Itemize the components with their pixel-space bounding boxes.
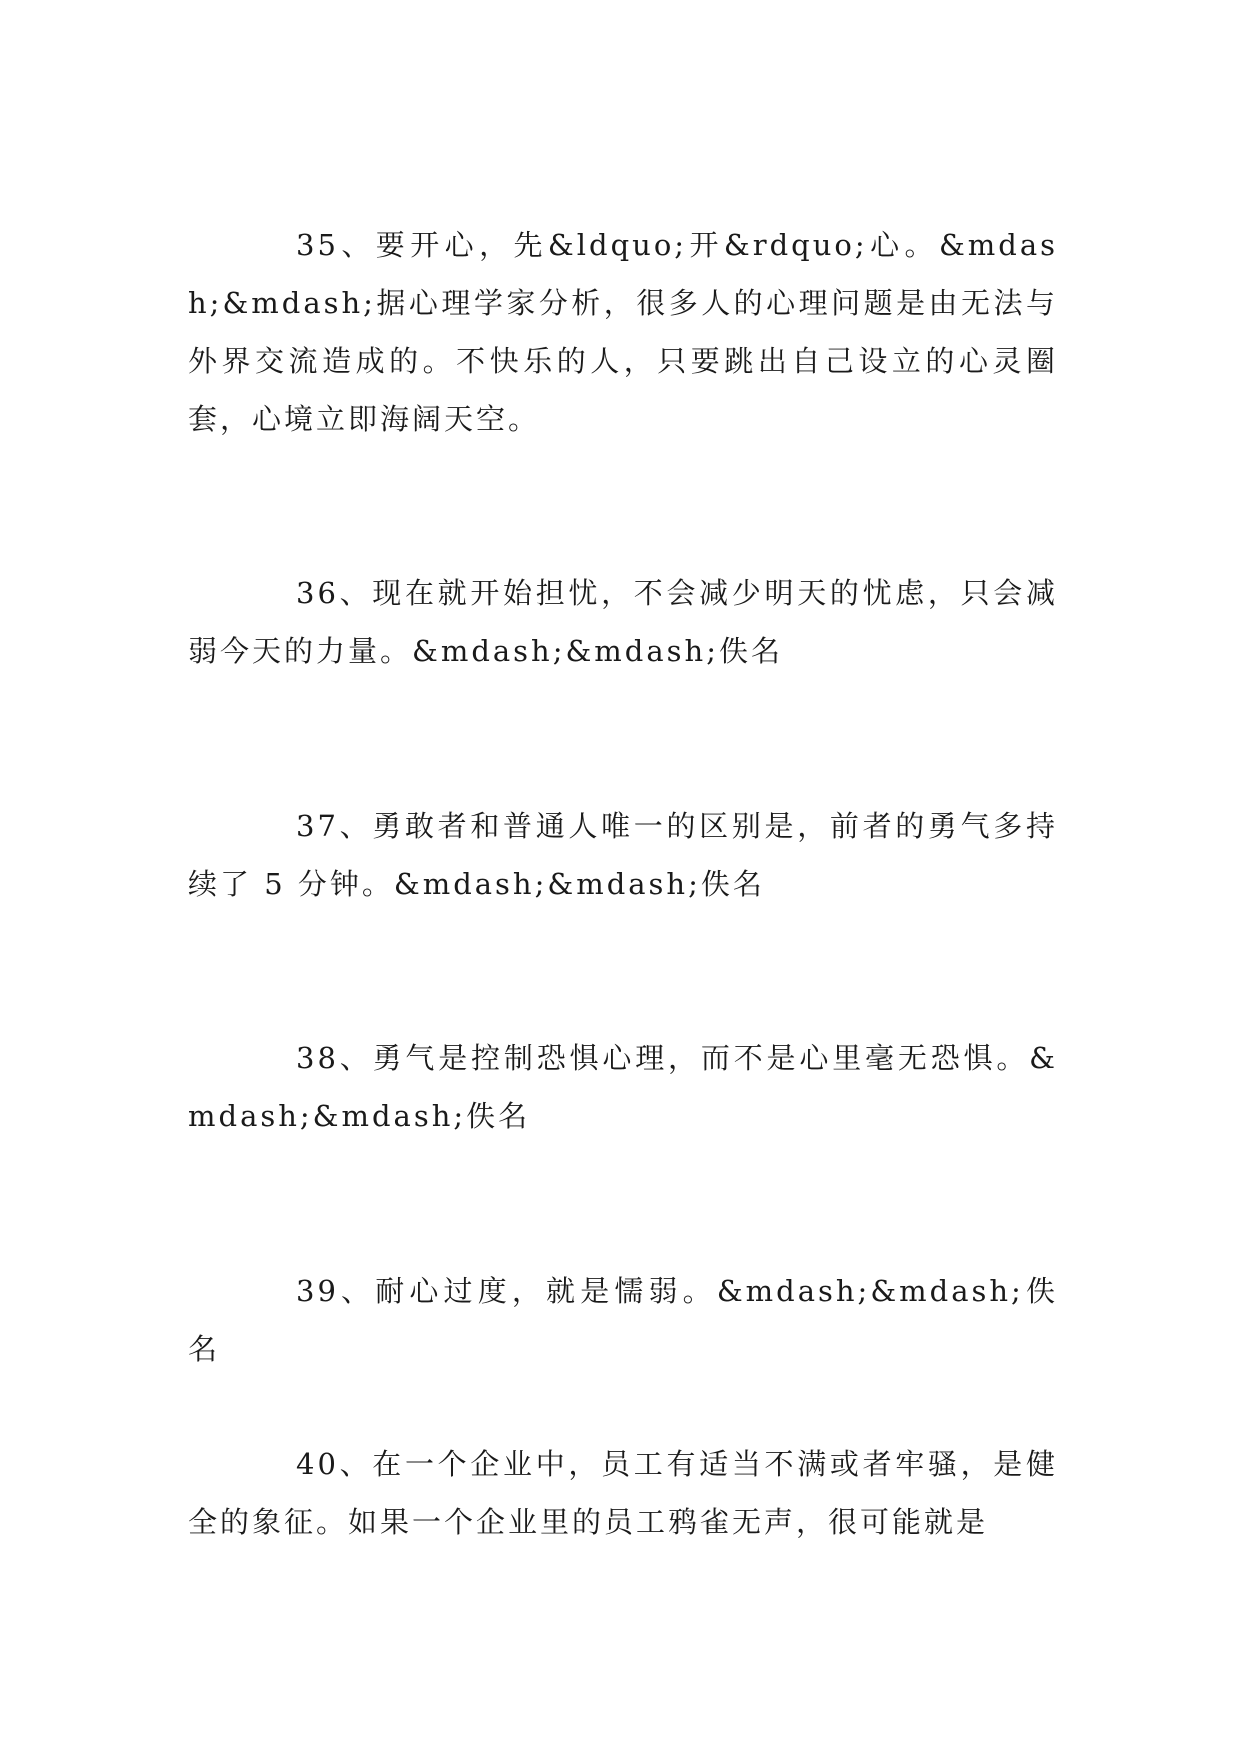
quote-paragraph-38: 38、勇气是控制恐惧心理，而不是心里毫无恐惧。&mdash;&mdash;佚名 bbox=[188, 1041, 1058, 1133]
quote-paragraph-40: 40、在一个企业中，员工有适当不满或者牢骚，是健全的象征。如果一个企业里的员工鸦雀无声，很可能就是 bbox=[188, 1447, 1058, 1539]
quote-paragraph-36: 36、现在就开始担忧，不会减少明天的忧虑，只会减弱今天的力量。&mdash;&mdash;佚名 bbox=[188, 576, 1058, 668]
quote-paragraph-39: 39、耐心过度，就是懦弱。&mdash;&mdash;佚名 bbox=[188, 1274, 1058, 1366]
quote-paragraph-35: 35、要开心，先&ldquo;开&rdquo;心。&mdash;&mdash;据心理学家分析，很多人的心理问题是由无法与外界交流造成的。不快乐的人，只要跳出自己设立的心灵圈套，心境立即海阔天空。 bbox=[188, 228, 1058, 436]
quote-paragraph-37: 37、勇敢者和普通人唯一的区别是，前者的勇气多持续了 5 分钟。&mdash;&mdash;佚名 bbox=[188, 809, 1058, 901]
